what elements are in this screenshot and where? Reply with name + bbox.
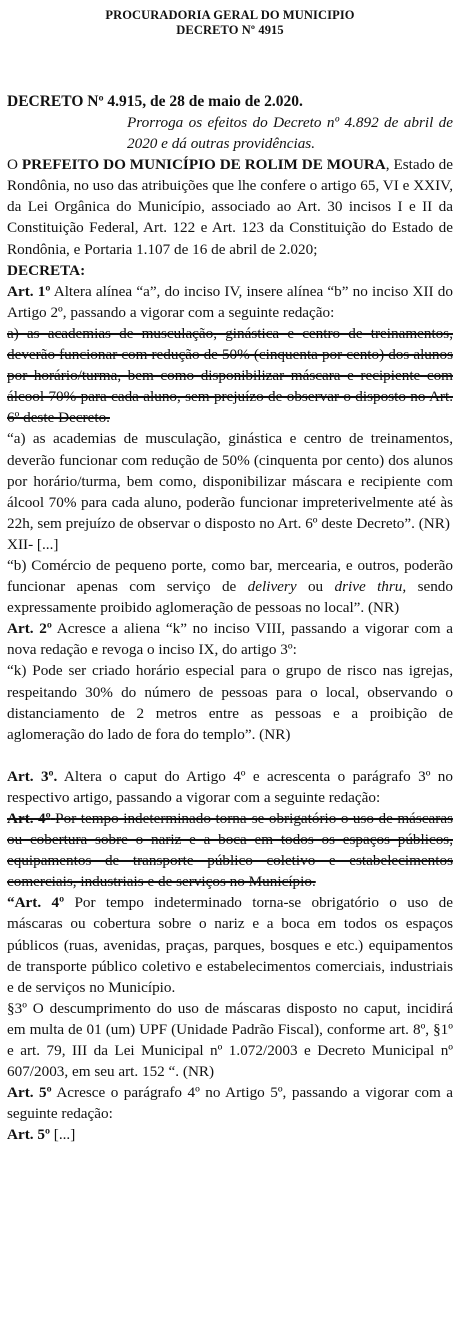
article-2-label: Art. 2º bbox=[7, 620, 52, 638]
article-1-item-xii: XII- [...] bbox=[7, 535, 59, 553]
drive-thru-term: drive thru, bbox=[334, 578, 407, 596]
decree-title: DECRETO Nº 4.915, de 28 de maio de 2.020. bbox=[7, 93, 303, 110]
article-3-label: Art. 3º. bbox=[7, 767, 58, 785]
preamble bbox=[7, 154, 453, 259]
article-3-new-article-4: “Art. 4º Por tempo indeterminado torna-se obrigatório o uso de máscaras ou cobertura sobre o nariz e a boca em todos os espaços públicos (ruas, avenidas, praças, parques, bosques e etc.) equipamentos de transporte público coletivo e estabelecimentos comerciais, industriais e de serviços no Município. bbox=[7, 894, 454, 996]
article-1-intro: Art. 1º Altera alínea “a”, do inciso IV, insere alínea “b” no inciso XII do Artigo 2º, passando a vigorar com a seguinte redação: bbox=[7, 282, 453, 321]
article-2-item-k: “k) Pode ser criado horário especial para o grupo de risco nas igrejas, respeitando 30% do número de pessoas para o local, observando o distanciamento de 2 metros entre as pessoas e a proibição de aglomeração do lado de fora do templo”. (NR) bbox=[7, 662, 453, 743]
preamble-prefix: O bbox=[7, 156, 18, 174]
preamble-text: , Estado de Rondônia, no uso das atribuições que lhe confere o artigo 65, VI e XXIV, da Lei Orgânica do Município, associado ao Art. 30 incisos I e II da Constituição Federal, Art. 122 e Art. 123 da Constituição do Estado de Rondônia, e Portaria 1.107 de 16 de abril de 2.020; bbox=[7, 156, 454, 258]
article-1-new-item-b: “b) Comércio de pequeno porte, como bar, mercearia, e outros, poderão funcionar apenas com serviço de delivery ou drive thru, sendo expressamente proibido aglomeração de pessoas no local”. (NR) bbox=[7, 556, 453, 617]
article-3-paragraph-3: §3º O descumprimento do uso de máscaras disposto no caput, incidirá em multa de 01 (um) UPF (Unidade Padrão Fiscal), conforme art. 8º, §1º e art. 79, III da Lei Municipal nº 1.072/2003 e Decreto Municipal nº 607/2003, em seu art. 152 “. (NR) bbox=[7, 999, 453, 1081]
preamble-authority: PREFEITO DO MUNICÍPIO DE ROLIM DE MOURA bbox=[21, 156, 386, 174]
article-3-revoked-text: Art. 4º Por tempo indeterminado torna-se obrigatório o uso de máscaras ou cobertura sobre o nariz e a boca em todos os espaços públicos, equipamentos de transporte público coletivo e estabelecimentos comerciais, industriais e de serviços no Município. bbox=[7, 810, 453, 891]
document-header bbox=[7, 8, 453, 37]
article-3-intro: Art. 3º. Altera o caput do Artigo 4º e acrescenta o parágrafo 3º no respectivo artigo, passando a vigorar com a seguinte redação: bbox=[7, 767, 453, 806]
article-5-quote: Art. 5º [...] bbox=[7, 1126, 76, 1144]
decree-summary: Prorroga os efeitos do Decreto nº 4.892 de abril de 2020 e dá outras providências. bbox=[127, 114, 453, 153]
article-5-intro: Art. 5º Acresce o parágrafo 4º no Artigo 5º, passando a vigorar com a seguinte redação: bbox=[7, 1084, 453, 1123]
decreta-heading: DECRETA: bbox=[7, 261, 86, 279]
article-1-new-item-a: “a) as academias de musculação, ginástica e centro de treinamentos, deverão funcionar com redução de 50% (cinquenta por cento) dos alunos por horário/turma, bem como, disponibilizar máscara e recipiente com álcool 70% para cada aluno, poderão funcionar impreterivelmente até às 22h, sem prejuízo de observar o disposto no Art. 6º deste Decreto”. (NR) bbox=[7, 430, 453, 532]
header-decree-number: DECRETO Nº 4915 bbox=[176, 22, 284, 37]
article-5-label: Art. 5º bbox=[7, 1084, 52, 1102]
article-1-label: Art. 1º bbox=[7, 282, 51, 300]
article-1-revoked-text: a) as academias de musculação, ginástica e centro de treinamentos, deverão funcionar com redução de 50% (cinquenta por cento) dos alunos por horário/turma, bem como disponibilizar máscara e recipiente com álcool 70% para cada aluno, sem prejuízo de observar o disposto no Art. 6º deste Decreto. bbox=[7, 324, 453, 427]
article-2-intro: Art. 2º Acresce a aliena “k” no inciso VIII, passando a vigorar com a nova redação e revoga o inciso IX, do artigo 3º: bbox=[7, 620, 454, 659]
delivery-term: delivery bbox=[247, 578, 297, 596]
header-organization: PROCURADORIA GERAL DO MUNICIPIO bbox=[105, 8, 355, 22]
